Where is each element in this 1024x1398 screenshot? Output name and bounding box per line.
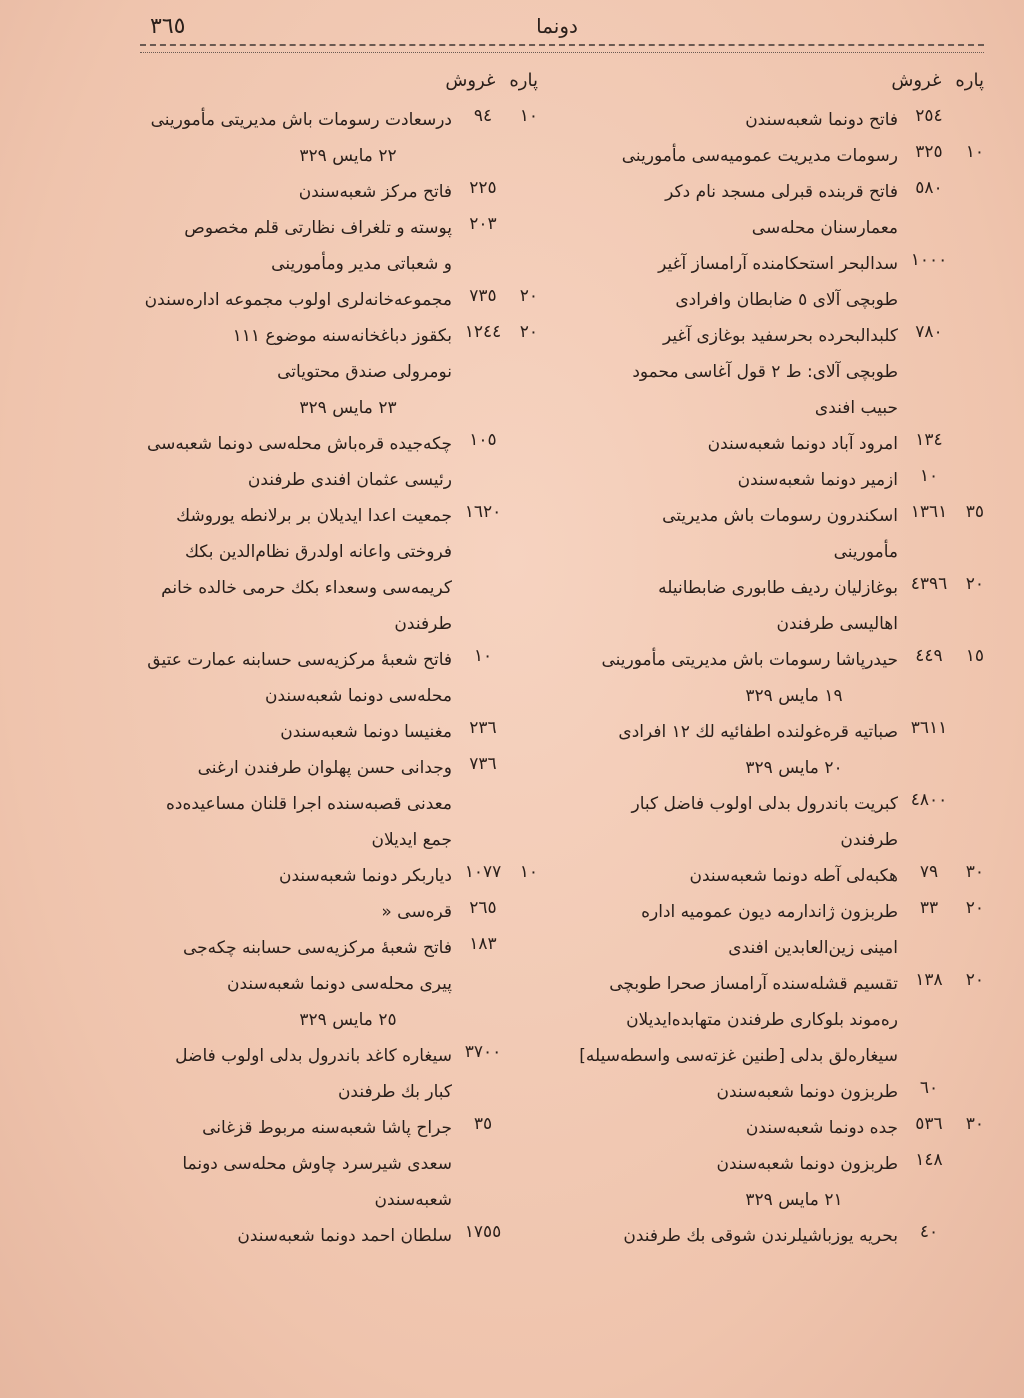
para-amount (514, 714, 538, 718)
list-item (564, 786, 984, 858)
para-amount: ١٠ (519, 106, 538, 126)
entry-text: جراح پاشا شعبه‌سنه مربوط قزغانی سعدی شيرسرد چاوش محله‌سی دونما شعبه‌سندن (182, 1118, 452, 1210)
list-item (564, 174, 984, 246)
page-number: ٣٦٥ (150, 14, 186, 39)
entry-text: كبريت باندرول بدلی اولوب فاضل كبار طرفندن (631, 794, 898, 850)
kurus-header: غروش (445, 70, 496, 91)
list-item (564, 714, 984, 750)
kurus-amount: ٢٥٤ (915, 106, 943, 126)
entry-text: حيدرپاشا رسومات باش مديريتی مأمورينی (601, 650, 898, 670)
kurus-amount: ٣٥ (473, 1114, 493, 1134)
para-amount: ٢٠ (965, 898, 984, 918)
kurus-amount: ٢٢٥ (469, 178, 497, 198)
kurus-amount: ١٠٧٧ (464, 862, 502, 882)
kurus-amount: ١٣٤ (915, 430, 943, 450)
entry-text: جمعيت اعدا ايديلان بر برلانطه يوروشك فروختی واعانه اولدرق نظام‌الدين بكك كريمه‌سی وسعداء بكك حرمی خالده خانم طرفندن (161, 506, 452, 634)
para-amount (514, 894, 538, 898)
entry-text: هكبه‌لی آطه دونما شعبه‌سندن (689, 866, 898, 886)
para-amount (960, 246, 984, 250)
list-item (564, 642, 984, 678)
kurus-header: غروش (891, 70, 942, 91)
kurus-amount: ٧٩ (919, 862, 939, 882)
para-amount (514, 1110, 538, 1114)
entry-text: ازمير دونما شعبه‌سندن (737, 470, 898, 490)
kurus-amount: ١٣٨ (915, 970, 943, 990)
entry-date: ٢٠ مايس ٣٢٩ (745, 758, 843, 778)
para-amount (960, 1146, 984, 1150)
entry-text: بحريه يوزباشيلرندن شوقی بك طرفندن (623, 1226, 898, 1246)
column-header (118, 70, 538, 98)
para-amount (514, 426, 538, 430)
entry-date: ٢٢ مايس ٣٢٩ (299, 146, 397, 166)
list-item (564, 318, 984, 426)
list-item (564, 138, 984, 174)
entry-text: طربزون دونما شعبه‌سندن (716, 1082, 898, 1102)
para-amount (514, 750, 538, 754)
entry-date: ١٩ مايس ٣٢٩ (745, 686, 843, 706)
entry-text: درسعادت رسومات باش مديريتی مأمورينی (150, 110, 452, 130)
list-item (118, 1038, 538, 1110)
para-amount: ٢٠ (519, 322, 538, 342)
entry-text: صباتيه قره‌غولنده اطفائيه لك ١٢ افرادی (618, 722, 898, 742)
para-amount: ٢٠ (519, 286, 538, 306)
entry-text: جده دونما شعبه‌سندن (745, 1118, 898, 1138)
page-title: دونما (536, 14, 578, 38)
para-amount (960, 714, 984, 718)
entries-list (118, 102, 538, 1254)
kurus-amount: ٤٨٠٠ (910, 790, 948, 810)
list-item (118, 750, 538, 858)
kurus-amount: ٩٤ (473, 106, 493, 126)
kurus-amount: ٢٠٣ (469, 214, 497, 234)
entries-list (564, 102, 984, 1254)
kurus-amount: ٣٣ (919, 898, 939, 918)
kurus-amount: ٧٨٠ (915, 322, 943, 342)
left-column (118, 70, 538, 1254)
para-amount: ٣٠ (965, 862, 984, 882)
entry-text: كلبدالبحرده بحرسفيد بوغازی آغير طوبچی آلای: ط ٢ قول آغاسی محمود حبيب افندی (632, 326, 898, 418)
list-item (118, 930, 538, 1002)
list-item (118, 642, 538, 714)
entry-text: تقسيم قشله‌سنده آرامساز صحرا طوبچی ره‌موند بلوكاری طرفندن متهابده‌ايديلان سيغاره‌لق بدلی [طنين غزته‌سی واسطه‌سيله] (579, 974, 898, 1066)
entry-text: سلطان احمد دونما شعبه‌سندن (237, 1226, 452, 1246)
para-amount: ٣٠ (965, 1114, 984, 1134)
list-item (564, 1218, 984, 1254)
kurus-amount: ٧٣٥ (469, 286, 497, 306)
para-amount (514, 1038, 538, 1042)
kurus-amount: ١٠ (919, 466, 939, 486)
kurus-amount: ١٤٨ (915, 1150, 943, 1170)
para-amount (514, 210, 538, 214)
list-item (564, 1110, 984, 1146)
para-amount (960, 462, 984, 466)
para-amount (514, 642, 538, 646)
para-amount (514, 1218, 538, 1222)
list-item (564, 498, 984, 570)
para-header: پاره (509, 70, 538, 91)
entry-date: ٢٥ مايس ٣٢٩ (299, 1010, 397, 1030)
header-rule (140, 44, 984, 53)
list-item (118, 318, 538, 390)
para-amount: ٢٠ (965, 970, 984, 990)
para-amount (514, 498, 538, 502)
entry-text: فاتح مركز شعبه‌سندن (298, 182, 452, 202)
list-item (564, 462, 984, 498)
list-item (118, 1218, 538, 1254)
kurus-amount: ١٨٣ (469, 934, 497, 954)
entry-text: سيغاره كاغد باندرول بدلی اولوب فاضل كبار بك طرفندن (175, 1046, 452, 1102)
entry-text: مجموعه‌خانه‌لری اولوب مجموعه اداره‌سندن (144, 290, 452, 310)
entry-text: امرود آباد دونما شعبه‌سندن (707, 434, 898, 454)
para-amount: ١٠ (519, 862, 538, 882)
kurus-amount: ١٠٥ (469, 430, 497, 450)
kurus-amount: ٧٣٦ (469, 754, 497, 774)
kurus-amount: ٢٣٦ (469, 718, 497, 738)
kurus-amount: ٤٣٩٦ (910, 574, 948, 594)
para-amount (514, 930, 538, 934)
para-amount: ١٥ (965, 646, 984, 666)
kurus-amount: ١٠٠٠ (910, 250, 948, 270)
entry-text: بوغازليان رديف طابوری ضابطانيله اهاليسی طرفندن (658, 578, 898, 634)
entry-text: فاتح دونما شعبه‌سندن (745, 110, 898, 130)
entry-text: پوسته و تلغراف نظارتی قلم مخصوص و شعباتی مدير ومأمورينی (184, 218, 452, 274)
kurus-amount: ١٧٥٥ (464, 1222, 502, 1242)
kurus-amount: ١٣٦١ (910, 502, 948, 522)
kurus-amount: ٣٦١١ (910, 718, 948, 738)
column-header (564, 70, 984, 98)
entry-text: فاتح شعبهٔ مركزيه‌سی حسابنه چكه‌جی پيری محله‌سی دونما شعبه‌سندن (182, 938, 452, 994)
entry-text: چكه‌جيده قره‌باش محله‌سی دونما شعبه‌سی رئيسی عثمان افندی طرفندن (146, 434, 452, 490)
list-item (564, 1074, 984, 1110)
list-item (564, 246, 984, 318)
kurus-amount: ١٦٢٠ (464, 502, 502, 522)
list-item (564, 1146, 984, 1182)
kurus-amount: ١٠ (473, 646, 493, 666)
para-amount (960, 786, 984, 790)
right-column (564, 70, 984, 1254)
list-item (118, 174, 538, 210)
entry-text: بكقوز دباغخانه‌سنه موضوع ١١١ نومرولی صندق محتوياتی (232, 326, 452, 382)
para-amount: ٢٠ (965, 574, 984, 594)
entry-text: دياربكر دونما شعبه‌سندن (279, 866, 452, 886)
list-item (118, 1110, 538, 1218)
list-item (564, 570, 984, 642)
kurus-amount: ٢٦٥ (469, 898, 497, 918)
list-item (118, 102, 538, 138)
para-amount (960, 174, 984, 178)
para-amount: ١٠ (965, 142, 984, 162)
entry-text: طربزون ژاندارمه ديون عموميه اداره امينی زين‌العابدين افندی (641, 902, 898, 958)
entry-text: مغنيسا دونما شعبه‌سندن (280, 722, 452, 742)
entry-text: وجدانی حسن پهلوان طرفندن ارغنی معدنی قصبه‌سنده اجرا قلنان مساعيده‌ده جمع ايديلان (166, 758, 452, 850)
entry-text: فاتح شعبهٔ مركزيه‌سی حسابنه عمارت عتيق محله‌سی دونما شعبه‌سندن (147, 650, 452, 706)
list-item (564, 426, 984, 462)
list-item (118, 426, 538, 498)
list-item (564, 894, 984, 966)
entry-text: سدالبحر استحكامنده آرامساز آغير طوبچی آلای ٥ ضابطان وافرادی (658, 254, 898, 310)
kurus-amount: ٤٠ (919, 1222, 939, 1242)
kurus-amount: ٤٤٩ (915, 646, 943, 666)
kurus-amount: ٥٨٠ (915, 178, 943, 198)
list-item (118, 210, 538, 282)
list-item (564, 966, 984, 1074)
kurus-amount: ٣٢٥ (915, 142, 943, 162)
list-item (564, 102, 984, 138)
kurus-amount: ١٢٤٤ (464, 322, 502, 342)
para-amount (960, 102, 984, 106)
entry-date: ٢٣ مايس ٣٢٩ (299, 398, 397, 418)
entry-text: رسومات مديريت عموميه‌سی مأمورينی (621, 146, 898, 166)
kurus-amount: ٣٧٠٠ (464, 1042, 502, 1062)
kurus-amount: ٥٣٦ (915, 1114, 943, 1134)
entry-text: قره‌سی « (381, 902, 452, 922)
para-amount (960, 1074, 984, 1078)
para-amount (960, 426, 984, 430)
entry-text: طربزون دونما شعبه‌سندن (716, 1154, 898, 1174)
para-amount (514, 174, 538, 178)
list-item (118, 282, 538, 318)
list-item (118, 894, 538, 930)
page-header (150, 14, 964, 48)
entry-date: ٢١ مايس ٣٢٩ (745, 1190, 843, 1210)
entry-text: اسكندرون رسومات باش مديريتی مأمورينی (662, 506, 898, 562)
para-header: پاره (955, 70, 984, 91)
entry-text: فاتح قربنده قبرلی مسجد نام دكر معمارسنان محله‌سی (665, 182, 898, 238)
para-amount (960, 1218, 984, 1222)
list-item (564, 858, 984, 894)
list-item (118, 498, 538, 642)
para-amount (960, 318, 984, 322)
list-item (118, 714, 538, 750)
kurus-amount: ٦٠ (919, 1078, 939, 1098)
para-amount: ٣٥ (965, 502, 984, 522)
list-item (118, 858, 538, 894)
